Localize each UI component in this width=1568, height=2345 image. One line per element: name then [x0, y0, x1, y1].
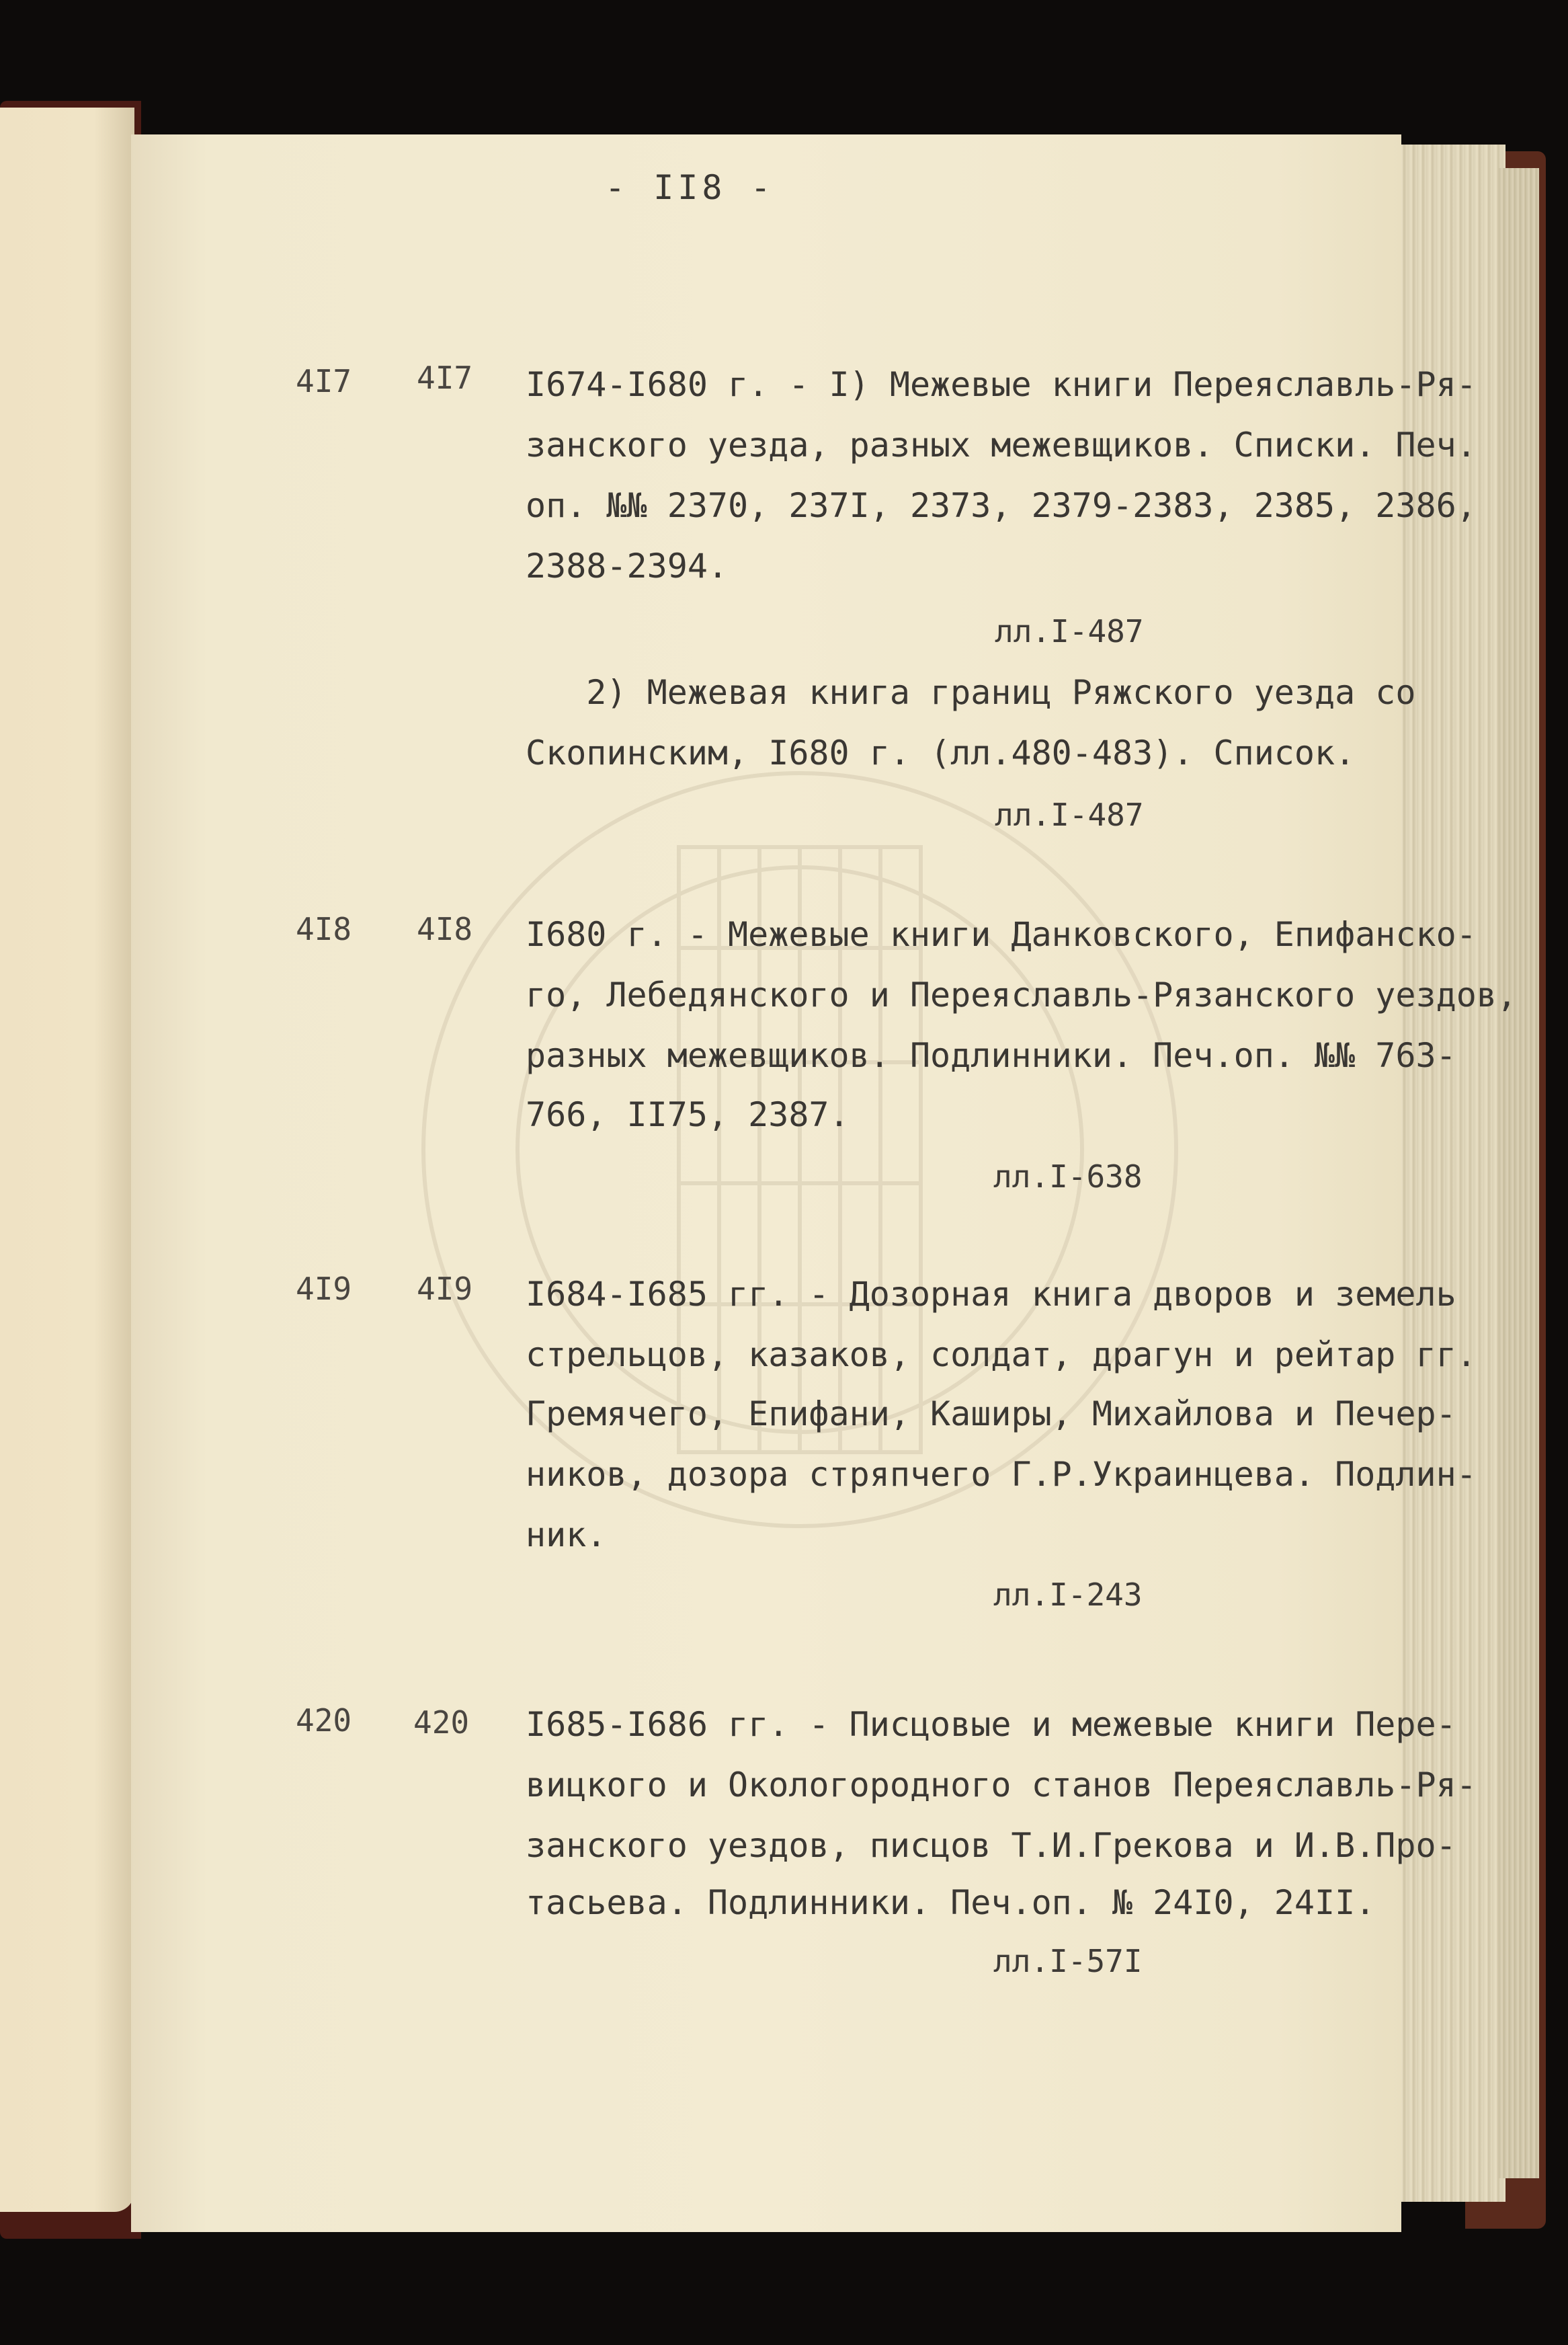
entry-line: тасьева. Подлинники. Печ.оп. № 24I0, 24II.	[526, 1883, 1376, 1922]
sheet-range: лл.I-487	[995, 613, 1144, 649]
entry-line: ников, дозора стряпчего Г.Р.Украинцева. Подлин-	[526, 1455, 1477, 1494]
sheet-range: лл.I-638	[993, 1158, 1143, 1195]
entry-line: стрельцов, казаков, солдат, драгун и рейтар гг.	[526, 1335, 1477, 1374]
entry-number-old: 420	[413, 1704, 470, 1741]
entry-line: I684-I685 гг. - Дозорная книга дворов и земель	[526, 1275, 1456, 1314]
entry-line: I680 г. - Межевые книги Данковского, Епифанско-	[526, 915, 1477, 954]
entry-number-old: 4I9	[417, 1271, 473, 1307]
entry-line: 766, II75, 2387.	[526, 1095, 850, 1134]
entry-line: оп. №№ 2370, 237I, 2373, 2379-2383, 2385, 2386,	[526, 486, 1477, 525]
entry-line: I685-I686 гг. - Писцовые и межевые книги Пере-	[526, 1705, 1456, 1744]
entry-sub-line: Скопинским, I680 г. (лл.480-483). Список.	[526, 733, 1356, 772]
entry-number: 4I9	[296, 1271, 352, 1307]
entry-line: занского уезда, разных межевщиков. Списки. Печ.	[526, 426, 1477, 465]
entry-number: 4I8	[296, 911, 352, 947]
entry-number-old: 4I8	[417, 911, 473, 947]
entry-line: 2388-2394.	[526, 547, 729, 586]
entry-line: вицкого и Окологородного станов Переяславль-Ря-	[526, 1765, 1477, 1804]
sheet-range: лл.I-57I	[993, 1943, 1143, 1979]
entry-line: I674-I680 г. - I) Межевые книги Переяславль-Ря-	[526, 365, 1477, 404]
entry-line: го, Лебедянского и Переяславль-Рязанского уездов,	[526, 976, 1518, 1015]
entry-line: Гремячего, Епифани, Каширы, Михайлова и Печер-	[526, 1394, 1456, 1433]
entry-line: ник.	[526, 1515, 607, 1554]
sheet-range: лл.I-487	[995, 797, 1144, 833]
page-number: - II8 -	[605, 168, 775, 207]
entry-number-old: 4I7	[417, 360, 473, 396]
entry-sub-line: 2) Межевая книга границ Ряжского уезда со	[526, 673, 1416, 712]
entry-line: разных межевщиков. Подлинники. Печ.оп. №№ 763-	[526, 1036, 1456, 1075]
entry-line: занского уездов, писцов Т.И.Грекова и И.В.Про-	[526, 1826, 1456, 1865]
entry-number: 420	[296, 1702, 352, 1739]
entry-number: 4I7	[296, 363, 352, 399]
sheet-range: лл.I-243	[993, 1577, 1143, 1613]
